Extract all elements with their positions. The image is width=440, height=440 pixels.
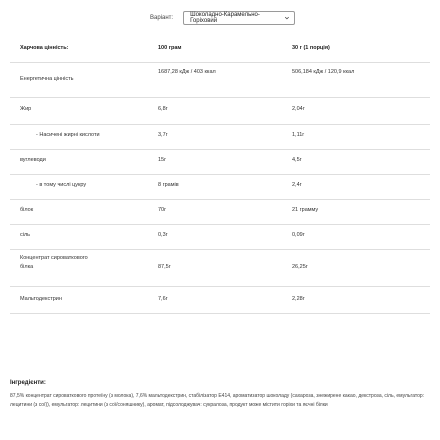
nutrient-name: - в тому числі цукру bbox=[36, 182, 87, 188]
table-row bbox=[10, 125, 430, 150]
table-row bbox=[10, 63, 430, 98]
nutrition-header-row bbox=[10, 44, 430, 63]
nutrition-header-label: Харчова цінність: bbox=[20, 45, 69, 51]
nutrient-serving: 0,09г bbox=[292, 232, 305, 238]
nutrient-name: сіль bbox=[20, 232, 31, 238]
nutrient-serving: 26,25г bbox=[292, 264, 308, 270]
variant-row bbox=[150, 10, 295, 26]
table-row bbox=[10, 225, 430, 250]
table-row bbox=[10, 200, 430, 225]
nutrient-name: Енергетична цінність bbox=[20, 76, 74, 82]
nutrient-serving: 4,5г bbox=[292, 157, 302, 163]
nutrient-name: Концентрат сироваткового білка bbox=[20, 255, 88, 270]
nutrient-per100: 70г bbox=[158, 207, 167, 213]
table-row bbox=[10, 250, 430, 287]
nutrient-serving: 2,04г bbox=[292, 106, 305, 112]
nutrient-serving: 1,11г bbox=[292, 132, 305, 138]
nutrient-per100: 1687,28 кДж / 403 ккал bbox=[158, 69, 216, 75]
nutrition-header-serving: 30 г (1 порція) bbox=[292, 45, 330, 51]
nutrient-serving: 21 грамму bbox=[292, 207, 319, 213]
nutrient-serving: 506,184 кДж / 120,9 ккал bbox=[292, 69, 355, 75]
variant-label: Варіант: bbox=[150, 15, 174, 21]
nutrient-per100: 8 грамів bbox=[158, 182, 179, 188]
variant-select[interactable] bbox=[183, 11, 295, 25]
nutrient-per100: 87,5г bbox=[158, 264, 171, 270]
nutrient-per100: 15г bbox=[158, 157, 167, 163]
nutrient-per100: 7,6г bbox=[158, 296, 168, 302]
nutrient-per100: 6,8г bbox=[158, 106, 168, 112]
table-row bbox=[10, 98, 430, 125]
table-row bbox=[10, 150, 430, 175]
ingredients-text: 87,5% концентрат сироваткового протеїну (з молока), 7,6% мальтодекстрин, стабілізатор E414, ароматизатор шоколаду (сахароза, знежирене какао, декстроза, сіль, емульгатор: лецитини (з сої)), емульгатор: лецитини (з сої/соняшнику), аромат, підсолоджувач: сукралоза, продукт може містити горіхи та яєчні білки bbox=[10, 393, 425, 408]
nutrient-serving: 2,4г bbox=[292, 182, 302, 188]
table-row bbox=[10, 175, 430, 200]
nutrition-header-per100: 100 грам bbox=[158, 45, 182, 51]
chevron-down-icon bbox=[284, 15, 290, 21]
variant-selected-value: Шоколадно-Карамельно-Горіховий bbox=[190, 12, 260, 24]
nutrient-per100: 3,7г bbox=[158, 132, 168, 138]
nutrient-name: білок bbox=[20, 207, 34, 213]
nutrient-name: - Насичені жирні кислоти bbox=[36, 132, 100, 138]
table-row bbox=[10, 287, 430, 314]
nutrient-name: Жир bbox=[20, 106, 32, 112]
nutrient-name: Мальтодекстрин bbox=[20, 296, 62, 302]
nutrient-serving: 2,28г bbox=[292, 296, 305, 302]
nutrient-name: вуглеводи bbox=[20, 157, 46, 163]
ingredients-title: Інгредієнти: bbox=[10, 380, 46, 386]
nutrient-per100: 0,3г bbox=[158, 232, 168, 238]
